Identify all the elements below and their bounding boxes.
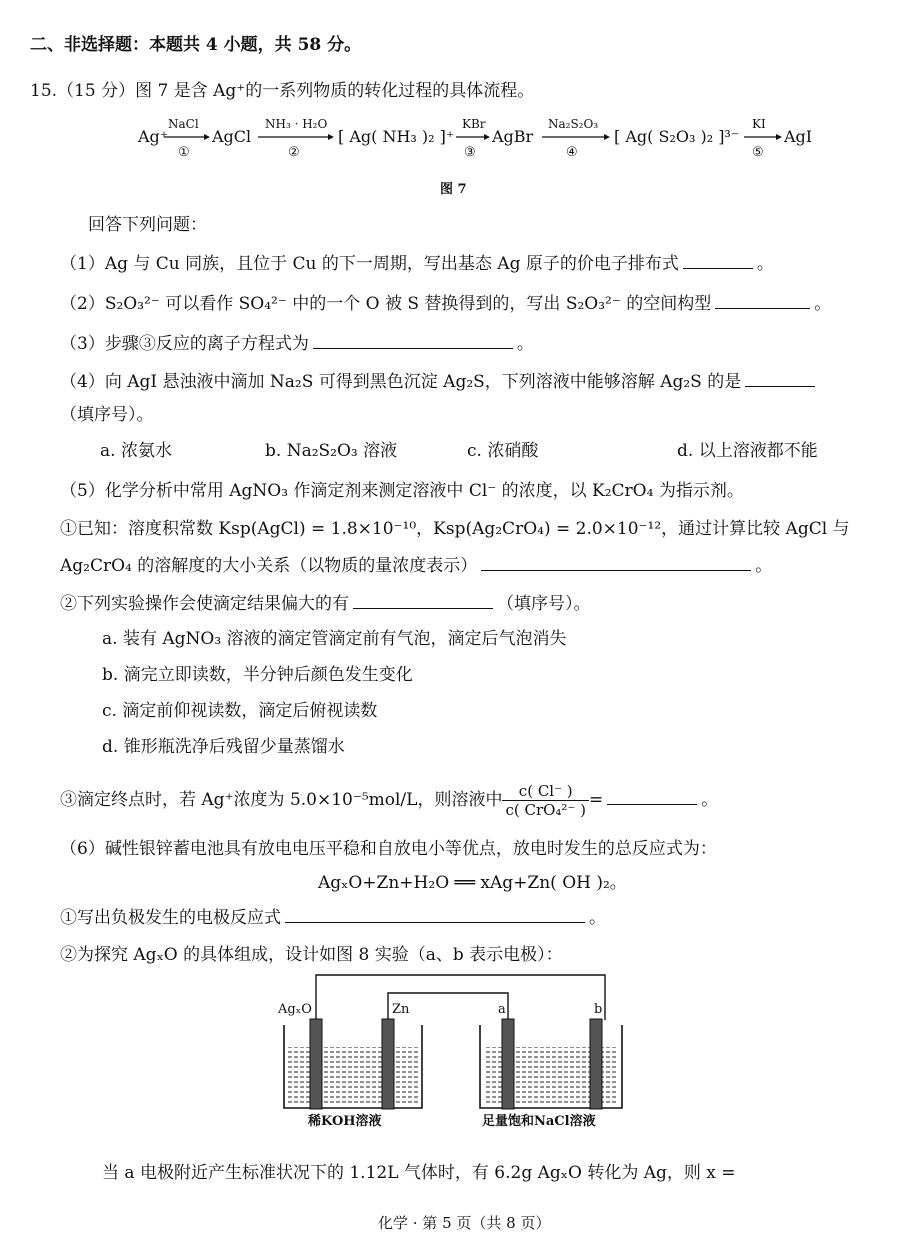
flow-complex1: [ Ag( NH₃ )₂ ]⁺: [338, 127, 455, 146]
a-label: a: [498, 1002, 506, 1017]
zn-label: Zn: [392, 1002, 410, 1017]
part-5-2-option-a: a. 装有 AgNO₃ 溶液的滴定管滴定前有气泡，滴定后气泡消失: [102, 629, 567, 649]
part-5-2-tail: （填序号）。: [497, 594, 591, 614]
part-1-text: （1）Ag 与 Cu 同族，且位于 Cu 的下一周期，写出基态 Ag 原子的价电子排布式: [60, 254, 679, 274]
part-6-1-text: ①写出负极发生的电极反应式: [60, 908, 281, 928]
b-label: b: [594, 1002, 603, 1017]
flow-agcl: AgCl: [212, 127, 252, 146]
part-5-2: [60, 592, 591, 615]
answer-prompt: 回答下列问题：: [88, 215, 207, 235]
ratio-numerator: c( Cl⁻ ): [502, 782, 589, 801]
part-4-text: （4）向 AgI 悬浊液中滴加 Na₂S 可得到黑色沉淀 Ag₂S，下列溶液中能够溶解 Ag₂S 的是: [60, 372, 742, 392]
electrode-b: [590, 1019, 602, 1109]
agxo-label: AgₓO: [278, 1002, 312, 1017]
part-2-text: （2）S₂O₃²⁻ 可以看作 SO₄²⁻ 中的一个 O 被 S 替换得到的，写出 S₂O₃²⁻ 的空间构型: [60, 294, 712, 314]
flow-step2-reagent: NH₃ · H₂O: [265, 117, 328, 131]
flow-complex2: [ Ag( S₂O₃ )₂ ]³⁻: [614, 127, 740, 146]
part-5-1-line-a: ①已知：溶度积常数 Ksp(AgCl) = 1.8×10⁻¹⁰，Ksp(Ag₂CrO₄) = 2.0×10⁻¹²，通过计算比较 AgCl 与: [60, 519, 850, 539]
part-5: （5）化学分析中常用 AgNO₃ 作滴定剂来测定溶液中 Cl⁻ 的浓度，以 K₂CrO₄ 为指示剂。: [60, 481, 744, 501]
flow-step3-number: ③: [464, 145, 476, 160]
flow-step3-reagent: KBr: [462, 117, 486, 131]
part-5-1-line-b: Ag₂CrO₄ 的溶解度的大小关系（以物质的量浓度表示） 。: [60, 556, 773, 576]
part-4: [60, 370, 819, 393]
electrode-a: [502, 1019, 514, 1109]
flow-agi: AgI: [784, 127, 813, 146]
ratio-fraction: [502, 782, 589, 819]
part-4-option-d: d. 以上溶液都不能: [677, 441, 818, 461]
agxo-electrode: [310, 1019, 322, 1109]
left-electrolyte: [288, 1047, 418, 1105]
flow-ag-plus: Ag⁺: [138, 127, 169, 146]
flow-step1-reagent: NaCl: [168, 117, 199, 131]
part-6-equation: AgₓO+Zn+H₂O ══ xAg+Zn( OH )₂。: [318, 873, 627, 893]
part-5-3-answer-blank[interactable]: [607, 788, 697, 805]
part-4-tail: （填序号）。: [60, 405, 154, 425]
part-5-2-text: ②下列实验操作会使滴定结果偏大的有: [60, 594, 349, 614]
flow-agbr: AgBr: [492, 127, 534, 146]
part-5-2-option-b: b. 滴完立即读数，半分钟后颜色发生变化: [102, 665, 413, 685]
part-5-2-answer-blank[interactable]: [353, 592, 493, 609]
part-6: （6）碱性银锌蓄电池具有放电电压平稳和自放电小等优点，放电时发生的总反应式为：: [60, 839, 717, 859]
zn-electrode: [382, 1019, 394, 1109]
part-5-2-option-d: d. 锥形瓶洗净后残留少量蒸馏水: [102, 737, 345, 757]
part-4-option-c: c. 浓硝酸: [467, 441, 539, 461]
part-2-answer-blank[interactable]: [715, 292, 810, 309]
flow-step5-reagent: KI: [752, 117, 766, 131]
flow-step5-number: ⑤: [752, 145, 764, 160]
part-1-answer-blank[interactable]: [683, 252, 753, 269]
part-3-text: （3）步骤③反应的离子方程式为: [60, 334, 309, 354]
flow-step4-reagent: Na₂S₂O₃: [548, 117, 599, 131]
part-1: （1）Ag 与 Cu 同族，且位于 Cu 的下一周期，写出基态 Ag 原子的价电子排布式 。: [60, 254, 774, 274]
equals-sign: =: [588, 790, 604, 810]
part-5-3: ③滴定终点时，若 Ag⁺浓度为 5.0×10⁻⁵mol/L，则溶液中 $\frac{c( Cl^- )}{\text{c( CrO₄²⁻ )}}$ = 。: [60, 782, 719, 819]
flow-step1-number: ①: [178, 145, 190, 160]
section-title: 二、非选择题：本题共 4 小题，共 58 分。: [30, 35, 362, 55]
part-5-1-answer-blank[interactable]: [481, 554, 751, 571]
flow-step4-number: ④: [566, 145, 578, 160]
final-line: 当 a 电极附近产生标准状况下的 1.12L 气体时，有 6.2g AgₓO 转化为 Ag，则 x =: [102, 1163, 736, 1183]
part-3-answer-blank[interactable]: [313, 332, 513, 349]
flow-step2-number: ②: [288, 145, 300, 160]
page-footer: 化学 · 第 5 页（共 8 页）: [378, 1214, 551, 1232]
part-4-option-b: b. Na₂S₂O₃ 溶液: [265, 441, 398, 461]
part-5-2-option-c: c. 滴定前仰视读数，滴定后俯视读数: [102, 701, 378, 721]
part-6-2: ②为探究 AgₓO 的具体组成，设计如图 8 实验（a、b 表示电极）：: [60, 945, 563, 965]
ratio-denominator: c( CrO₄²⁻ ): [505, 801, 586, 819]
question-15-intro: 15.（15 分）图 7 是含 Ag⁺的一系列物质的转化过程的具体流程。: [30, 81, 535, 101]
reaction-flow-diagram: [130, 110, 830, 170]
part-6-1-answer-blank[interactable]: [285, 906, 585, 923]
electrolysis-apparatus-diagram: [270, 965, 630, 1130]
part-5-3-text: ③滴定终点时，若 Ag⁺浓度为 5.0×10⁻⁵mol/L，则溶液中: [60, 790, 503, 810]
outer-wire: [316, 975, 605, 1020]
left-solution-label: 稀KOH溶液: [308, 1114, 382, 1129]
right-solution-label: 足量饱和NaCl溶液: [482, 1114, 596, 1129]
part-4-option-a: a. 浓氨水: [100, 441, 172, 461]
part-3: （3）步骤③反应的离子方程式为 。: [60, 334, 534, 354]
part-4-answer-blank[interactable]: [745, 370, 815, 387]
part-5-1-text: Ag₂CrO₄ 的溶解度的大小关系（以物质的量浓度表示）: [60, 556, 478, 576]
part-2: （2）S₂O₃²⁻ 可以看作 SO₄²⁻ 中的一个 O 被 S 替换得到的，写出 S₂O₃²⁻ 的空间构型 。: [60, 294, 832, 314]
figure-7-caption: 图 7: [440, 182, 467, 197]
part-6-1: ①写出负极发生的电极反应式 。: [60, 908, 606, 928]
